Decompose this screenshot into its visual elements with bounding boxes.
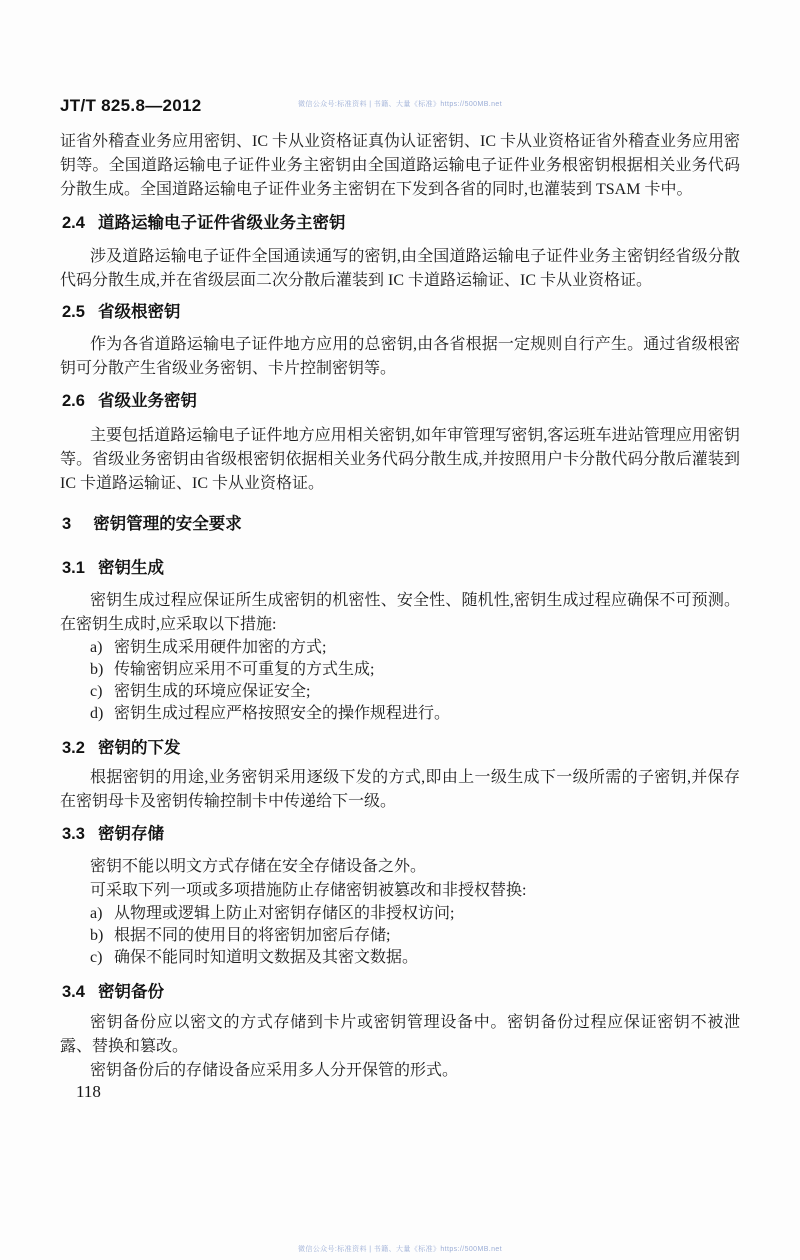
list-item-label: b) — [90, 927, 104, 944]
list-item — [60, 681, 740, 703]
chapter-title: 密钥管理的安全要求 — [93, 515, 242, 533]
list-item-text: 确保不能同时知道明文数据及其密文数据。 — [114, 949, 419, 966]
list-item-label: c) — [90, 949, 103, 966]
list-item-label: a) — [90, 905, 103, 922]
section-title: 密钥备份 — [97, 983, 164, 1001]
page-number: 118 — [76, 1082, 101, 1101]
list-item-text: 传输密钥应采用不可重复的方式生成; — [114, 661, 375, 678]
section-heading-3-1 — [60, 556, 740, 580]
list-item — [60, 659, 740, 681]
section-number: 3.2 — [62, 739, 85, 757]
section-2-4-paragraph: 涉及道路运输电子证件全国通读通写的密钥,由全国道路运输电子证件业务主密钥经省级分散代码分散生成,并在省级层面二次分散后灌装到 IC 卡道路运输证、IC 卡从业资格证。 — [60, 248, 740, 289]
section-title: 道路运输电子证件省级业务主密钥 — [97, 214, 346, 232]
section-heading-2-5 — [60, 300, 740, 324]
list-item-text: 密钥生成的环境应保证安全; — [114, 683, 311, 700]
section-heading-3-4 — [60, 980, 740, 1004]
list-item-label: b) — [90, 661, 104, 678]
section-3-1-paragraph: 密钥生成过程应保证所生成密钥的机密性、安全性、随机性,密钥生成过程应确保不可预测。在密钥生成时,应采取以下措施: — [60, 592, 740, 633]
list-item-text: 从物理或逻辑上防止对密钥存储区的非授权访问; — [114, 905, 455, 922]
section-2-6-paragraph: 主要包括道路运输电子证件地方应用相关密钥,如年审管理写密钥,客运班车进站管理应用密钥等。省级业务密钥由省级根密钥依据相关业务代码分散生成,并按照用户卡分散代码分散后灌装到 IC 卡道路运输证、IC 卡从业资格证。 — [60, 427, 740, 492]
section-number: 2.6 — [62, 392, 85, 410]
document-page — [0, 96, 800, 1103]
list-item — [60, 947, 740, 969]
list-item-text: 密钥生成采用硬件加密的方式; — [114, 639, 327, 656]
doc-number: JT/T 825.8—2012 — [60, 96, 202, 115]
watermark-top: 微信公众号:标准资料 | 书籍、大量《标准》https://500MB.net — [297, 101, 503, 108]
list-item-text: 根据不同的使用目的将密钥加密后存储; — [114, 927, 391, 944]
section-3-1-list — [60, 637, 740, 725]
section-heading-2-4 — [60, 211, 740, 235]
list-item-label: d) — [90, 705, 104, 722]
section-title: 密钥生成 — [97, 559, 164, 577]
list-item — [60, 903, 740, 925]
section-3-3-paragraph-1: 密钥不能以明文方式存储在安全存储设备之外。 — [90, 858, 427, 875]
section-3-4-paragraph-2: 密钥备份后的存储设备应采用多人分开保管的形式。 — [90, 1062, 459, 1079]
section-number: 3.3 — [62, 825, 85, 843]
section-2-5-paragraph: 作为各省道路运输电子证件地方应用的总密钥,由各省根据一定规则自行产生。通过省级根密钥可分散产生省级业务密钥、卡片控制密钥等。 — [60, 336, 740, 377]
watermark-bottom: 微信公众号:标准资料 | 书籍、大量《标准》https://500MB.net — [297, 1246, 503, 1253]
section-number: 3.1 — [62, 559, 85, 577]
section-3-3-paragraph-2: 可采取下列一项或多项措施防止存储密钥被篡改和非授权替换: — [90, 882, 527, 899]
section-3-4-paragraph-1: 密钥备份应以密文的方式存储到卡片或密钥管理设备中。密钥备份过程应保证密钥不被泄露、替换和篡改。 — [60, 1014, 740, 1055]
list-item-label: c) — [90, 683, 103, 700]
section-heading-3-2 — [60, 736, 740, 760]
section-number: 2.4 — [62, 214, 85, 232]
section-title: 密钥的下发 — [97, 739, 181, 757]
section-number: 2.5 — [62, 303, 85, 321]
chapter-heading-3 — [60, 512, 740, 536]
section-heading-2-6 — [60, 389, 740, 413]
section-title: 省级业务密钥 — [97, 392, 197, 410]
list-item — [60, 925, 740, 947]
list-item-text: 密钥生成过程应严格按照安全的操作规程进行。 — [114, 705, 451, 722]
chapter-number: 3 — [62, 515, 72, 533]
continuation-paragraph: 证省外稽查业务应用密钥、IC 卡从业资格证真伪认证密钥、IC 卡从业资格证省外稽查业务应用密钥等。全国道路运输电子证件业务主密钥由全国道路运输电子证件业务根密钥根据相关业务代码分散生成。全国道路运输电子证件业务主密钥在下发到各省的同时,也灌装到 TSAM 卡中。 — [60, 133, 741, 198]
section-title: 省级根密钥 — [97, 303, 181, 321]
section-3-2-paragraph: 根据密钥的用途,业务密钥采用逐级下发的方式,即由上一级生成下一级所需的子密钥,并保存在密钥母卡及密钥传输控制卡中传递给下一级。 — [60, 769, 740, 810]
section-heading-3-3 — [60, 822, 740, 846]
section-number: 3.4 — [62, 983, 85, 1001]
section-title: 密钥存储 — [97, 825, 164, 843]
section-3-3-list — [60, 903, 740, 969]
list-item-label: a) — [90, 639, 103, 656]
list-item — [60, 703, 740, 725]
list-item — [60, 637, 740, 659]
